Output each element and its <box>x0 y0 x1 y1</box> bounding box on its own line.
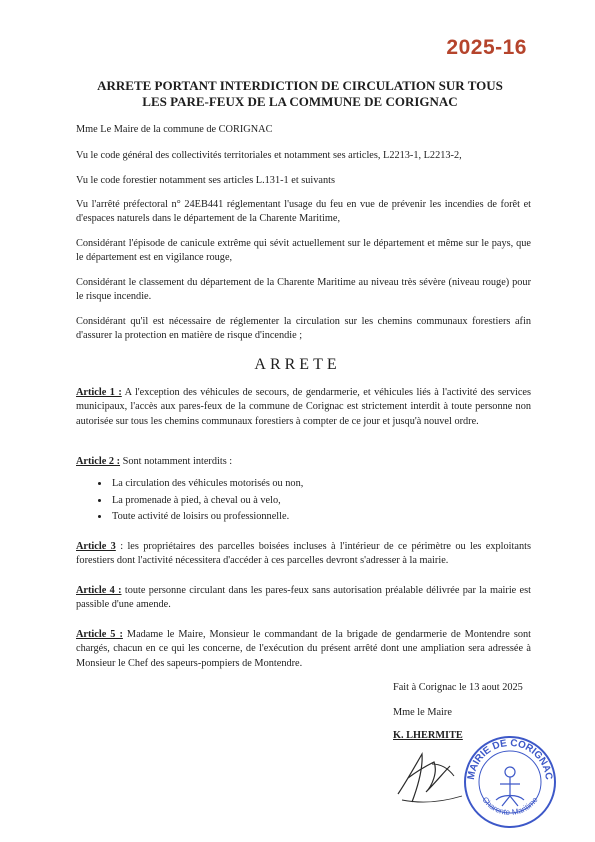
document-number: 2025-16 <box>446 36 527 59</box>
article-1 <box>76 386 531 429</box>
article-1-label: Article 1 : <box>76 387 122 398</box>
article-2-list <box>92 476 530 526</box>
seal-top-text: MAIRIE DE CORIGNAC <box>465 737 555 781</box>
handwritten-signature <box>392 742 472 806</box>
article-4-label: Article 4 : <box>76 585 122 596</box>
article-2-text: Sont notamment interdits : <box>120 456 233 467</box>
article-2-label: Article 2 : <box>76 456 121 467</box>
signer-role: Mme le Maire <box>393 707 452 718</box>
article-4 <box>76 584 531 613</box>
mairie-seal-stamp <box>462 734 558 830</box>
article-3 <box>76 540 531 569</box>
article-5-label: Article 5 : <box>76 629 123 640</box>
arrete-heading: ARRETE <box>254 356 341 373</box>
article-4-text: toute personne circulant dans les pares-feux sans autorisation préalable délivrée par la mairie est passible d'une amende. <box>76 585 531 611</box>
title-line-1: ARRETE PORTANT INTERDICTION DE CIRCULATION SUR TOUS <box>97 78 503 93</box>
svg-text:MAIRIE DE CORIGNAC <box>466 738 554 781</box>
article-5 <box>76 628 531 671</box>
title-line-2: LES PARE-FEUX DE LA COMMUNE DE CORIGNAC <box>142 94 458 109</box>
preamble-considerant-reglementation: Considérant qu'il est nécessaire de réglementer la circulation sur les chemins communaux forestiers afin d'assurer la protection en matière de risque d'incendie ; <box>76 316 531 342</box>
signer-name: K. LHERMITE <box>393 730 463 741</box>
article-3-text: : les propriétaires des parcelles boisées incluses à l'intérieur de ce périmètre ou les exploitants forestiers dont l'activité nécessitera d'accéder à ces parcelles devront s'adresser à la mairie. <box>76 541 531 567</box>
preamble-mayor: Mme Le Maire de la commune de CORIGNAC <box>76 124 273 135</box>
article-1-text: A l'exception des véhicules de secours, de gendarmerie, et véhicules liés à l'activité des services municipaux, l'accès aux pares-feux de la commune de Corignac est strictement interdit à toute personne non autorisée sur tous les chemins communaux forestiers à compter de ce jour et jusqu'à nouvel ordre. <box>76 387 532 427</box>
list-item: • La circulation des véhicules motorisés ou non, <box>110 476 530 493</box>
preamble-considerant-classement: Considérant le classement du département de la Charente Maritime au niveau très sévère (niveau rouge) pour le risque incendie. <box>76 277 531 303</box>
list-item: • La promenade à pied, à cheval ou à velo, <box>110 493 530 510</box>
article-5-text: Madame le Maire, Monsieur le commandant de la brigade de gendarmerie de Montendre sont chargés, chacun en ce qui les concerne, de l'exécution du présent arrêté dont une ampliation sera adressée à Monsieur le Chef des sapeurs-pompiers de Montendre. <box>76 629 532 669</box>
list-item: • Toute activité de loisirs ou professionnelle. <box>110 509 530 526</box>
place-date: Fait à Corignac le 13 aout 2025 <box>393 682 523 693</box>
document-title <box>70 78 530 110</box>
preamble-vu-arrete-prefectoral: Vu l'arrêté préfectoral n° 24EB441 réglementant l'usage du feu en vue de prévenir les incendies de forêt et d'espaces naturels dans le département de la Charente Maritime, <box>76 199 531 225</box>
svg-text:Charente-Maritime <box>480 795 540 817</box>
preamble-vu-code-forestier: Vu le code forestier notamment ses articles L.131-1 et suivants <box>76 175 336 186</box>
seal-bottom-text: Charente-Maritime <box>480 795 540 818</box>
preamble-vu-cgct: Vu le code général des collectivités territoriales et notamment ses articles, L2213-1, L2213-2, <box>76 150 462 161</box>
article-2 <box>76 455 531 469</box>
article-3-label: Article 3 <box>76 541 116 552</box>
preamble-considerant-canicule: Considérant l'épisode de canicule extrême qui sévit actuellement sur le département et même sur le pays, que le département est en vigilance rouge, <box>76 238 531 264</box>
